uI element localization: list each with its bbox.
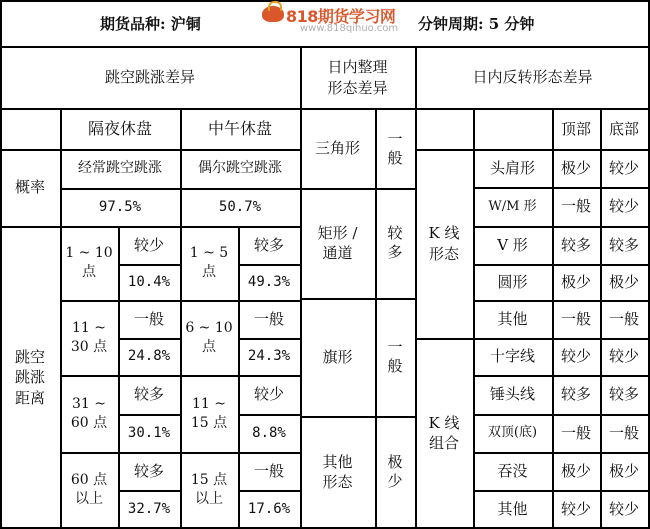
- reversal-section-title: 日内反转形态差异: [472, 68, 593, 87]
- noon-header: 中午休盘: [207, 119, 272, 139]
- noon-range: 6 ~ 10 点: [185, 319, 233, 355]
- bottom-header: 底部: [608, 119, 639, 138]
- overnight-row-pct: 10.4%: [127, 273, 171, 290]
- consol-freq: 极 少: [387, 453, 403, 490]
- pattern-name: 圆形: [497, 272, 528, 291]
- noon-row-pct: 8.8%: [252, 424, 286, 441]
- pattern-name: 锤头线: [489, 385, 535, 404]
- candle-pattern-group: K 线 形态: [428, 224, 460, 263]
- noon-freq: 一般: [253, 461, 284, 480]
- overnight-row-pct: 32.7%: [127, 500, 171, 517]
- period-label: 分钟周期: 5 分钟: [418, 14, 535, 33]
- bottom-frequency: 极少: [608, 461, 639, 480]
- overnight-header: 隔夜休盘: [87, 119, 152, 139]
- overnight-pct: 97.5%: [98, 198, 142, 215]
- bottom-frequency: 较多: [608, 235, 639, 254]
- top-frequency: 一般: [560, 197, 591, 216]
- overnight-range: 11 ~ 30 点: [70, 319, 108, 355]
- pattern-name: 其他: [497, 309, 528, 328]
- pattern-name: 其他: [497, 499, 528, 518]
- overnight-freq: 较少: [133, 235, 164, 254]
- noon-range: 11 ~ 15 点: [190, 395, 228, 431]
- noon-range: 15 点 以上: [190, 472, 228, 507]
- piggy-bank-icon: [262, 6, 284, 22]
- overnight-freq: 较多: [133, 461, 164, 480]
- noon-freq: 较多: [253, 235, 284, 254]
- noon-pct: 50.7%: [218, 198, 262, 215]
- site-watermark: [262, 4, 397, 36]
- overnight-row-pct: 30.1%: [127, 424, 171, 441]
- overnight-freq: 一般: [133, 309, 164, 328]
- top-frequency: 较少: [560, 499, 591, 518]
- overnight-desc: 经常跳空跳涨: [78, 160, 162, 177]
- probability-label: 概率: [14, 178, 45, 197]
- bottom-frequency: 一般: [608, 423, 639, 442]
- top-frequency: 一般: [560, 309, 591, 328]
- top-frequency: 较多: [560, 235, 591, 254]
- top-frequency: 极少: [560, 158, 591, 177]
- overnight-range: 60 点 以上: [70, 472, 108, 507]
- variety-label: 期货品种: 沪铜: [100, 14, 201, 33]
- noon-freq: 较少: [253, 385, 284, 404]
- bottom-frequency: 一般: [608, 309, 639, 328]
- distance-label: 跳空 跳涨 距离: [14, 348, 45, 407]
- noon-desc: 偶尔跳空跳涨: [198, 160, 282, 177]
- top-frequency: 一般: [560, 423, 591, 442]
- pattern-name: 头肩形: [489, 158, 535, 177]
- consol-freq: 较 多: [387, 224, 403, 261]
- consol-shape: 其他 形态: [322, 452, 353, 491]
- pattern-name: 吞没: [497, 461, 528, 480]
- noon-row-pct: 24.3%: [247, 348, 291, 365]
- overnight-range: 1 ~ 10 点: [65, 245, 113, 280]
- noon-freq: 一般: [253, 309, 284, 328]
- watermark-url: www.818qihuo.com: [300, 23, 399, 34]
- top-header: 顶部: [560, 119, 591, 138]
- consolidation-section-title: 日内整理 形态差异: [327, 58, 388, 97]
- watermark-name: 818期货学习网: [286, 7, 396, 26]
- top-frequency: 极少: [560, 461, 591, 480]
- gap-section-title: 跳空跳涨差异: [104, 68, 195, 87]
- bottom-frequency: 较少: [608, 197, 639, 216]
- consol-freq: 一 般: [387, 338, 403, 375]
- noon-row-pct: 17.6%: [247, 500, 291, 517]
- pattern-name: W/M 形: [488, 198, 537, 214]
- top-frequency: 极少: [560, 272, 591, 291]
- pattern-name: V 形: [497, 235, 528, 254]
- top-frequency: 较多: [560, 385, 591, 404]
- bottom-frequency: 极少: [608, 272, 639, 291]
- consol-shape: 旗形: [322, 347, 353, 366]
- bottom-frequency: 较少: [608, 347, 639, 366]
- consol-freq: 一 般: [387, 129, 403, 167]
- overnight-row-pct: 24.8%: [127, 348, 171, 365]
- top-frequency: 较少: [560, 347, 591, 366]
- consol-shape: 三角形: [314, 139, 360, 158]
- candle-combo-group: K 线 组合: [428, 413, 460, 452]
- bottom-frequency: 较多: [608, 385, 639, 404]
- bottom-frequency: 较少: [608, 499, 639, 518]
- consol-shape: 矩形 / 通道: [317, 223, 358, 262]
- pattern-name: 双顶(底): [487, 425, 538, 441]
- noon-row-pct: 49.3%: [247, 273, 291, 290]
- pattern-name: 十字线: [489, 347, 535, 366]
- overnight-range: 31 ~ 60 点: [70, 395, 108, 431]
- bottom-frequency: 较少: [608, 158, 639, 177]
- overnight-freq: 较多: [133, 385, 164, 404]
- noon-range: 1 ~ 5 点: [189, 245, 229, 280]
